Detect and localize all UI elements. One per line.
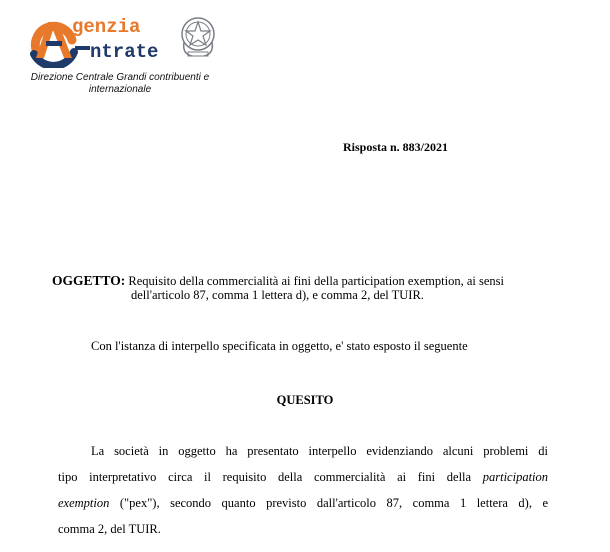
body-line-2 [58, 469, 548, 495]
intro-text: Con l'istanza di interpello specificata in oggetto, e' stato esposto il seguente [91, 339, 468, 353]
subject-text-1: Requisito della commercialità ai fini della participation exemption, ai sensi [128, 274, 504, 288]
subject-text-2: dell'articolo 87, comma 1 lettera d), e comma 2, del TUIR. [131, 288, 424, 302]
logo-word-ntrate: ntrate [90, 41, 159, 63]
subject-line-1 [52, 274, 552, 288]
body-line-3-text: ("pex"), secondo quanto previsto dall'articolo 87, comma 1 lettera d), e [119, 496, 549, 510]
response-number: Risposta n. 883/2021 [343, 140, 449, 154]
logo-word-genzia: genzia [72, 16, 141, 38]
subject-block [52, 274, 552, 302]
body-line-1: La società in oggetto ha presentato interpello evidenziando alcuni problemi di [91, 444, 548, 458]
italian-republic-emblem-icon [178, 12, 218, 60]
body-line-3-emphasis: exemption [58, 496, 110, 510]
body-line-2-emphasis: participation [482, 470, 549, 484]
section-heading-quesito: QUESITO [276, 393, 334, 407]
office-name: Direzione Centrale Grandi contribuenti e internazionale [30, 72, 210, 95]
body-paragraph [58, 443, 548, 547]
body-line-4: comma 2, del TUIR. [58, 522, 161, 536]
body-line-2-text: tipo interpretativo circa il requisito della commercialità ai fini della [58, 470, 472, 484]
subject-label: OGGETTO: [52, 273, 126, 288]
body-line-3 [58, 495, 548, 521]
